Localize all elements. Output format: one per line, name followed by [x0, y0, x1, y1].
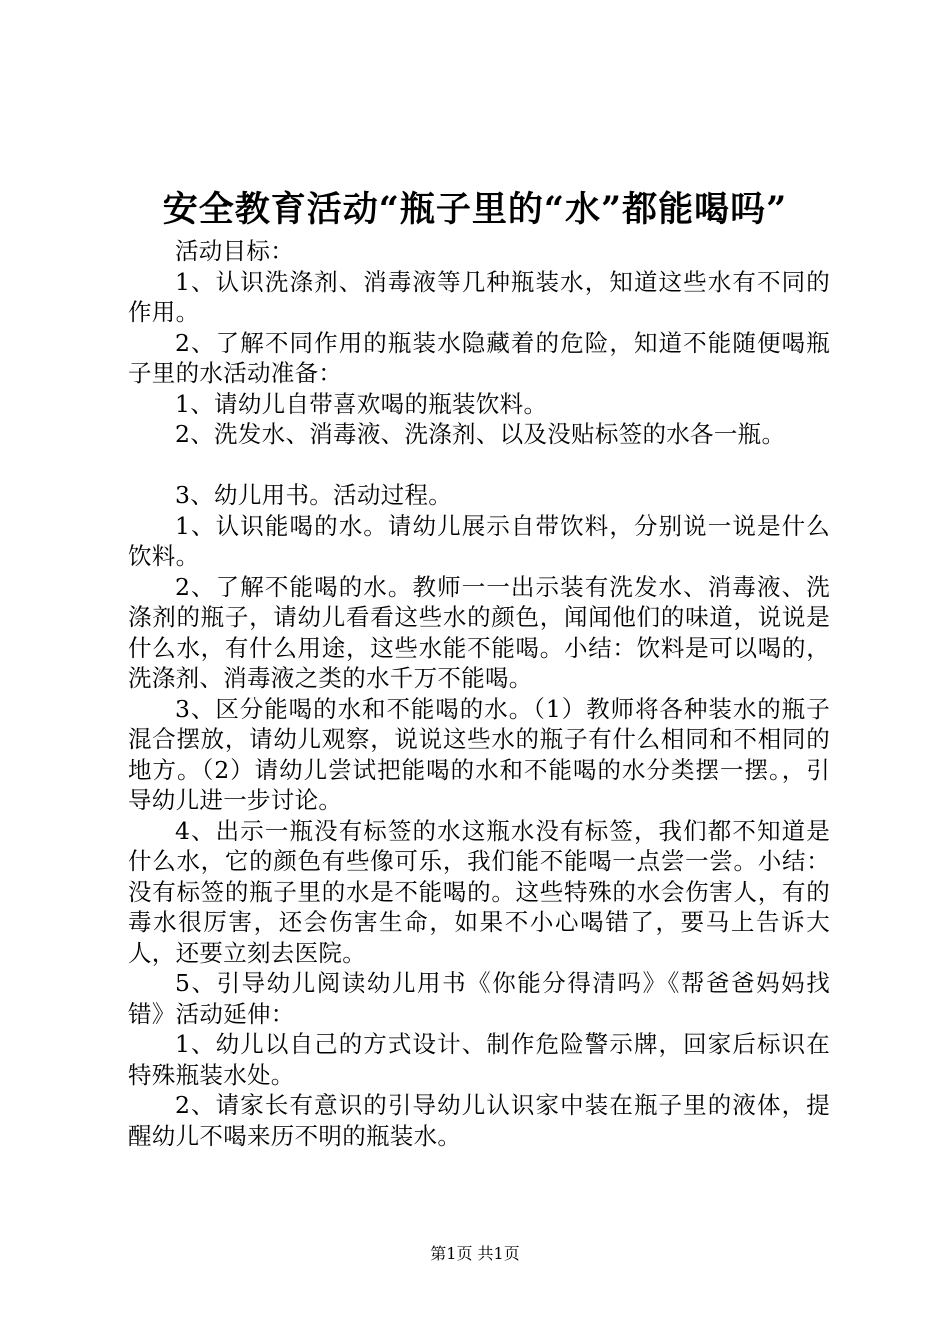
- blank-line: [128, 450, 830, 481]
- paragraph: 4、出示一瓶没有标签的水这瓶水没有标签，我们都不知道是什么水，它的颜色有些像可乐，我们能不能喝一点尝一尝。小结：没有标签的瓶子里的水是不能喝的。这些特殊的水会伤害人，有的毒水很厉害，还会伤害生命，如果不小心喝错了，要马上告诉大人，还要立刻去医院。: [128, 816, 830, 967]
- paragraph: 3、区分能喝的水和不能喝的水。（1）教师将各种装水的瓶子混合摆放，请幼儿观察，说说这些水的瓶子有什么相同和不相同的地方。（2）请幼儿尝试把能喝的水和不能喝的水分类摆一摆。，引导幼儿进一步讨论。: [128, 694, 830, 814]
- paragraph: 1、认识能喝的水。请幼儿展示自带饮料，分别说一说是什么饮料。: [128, 511, 830, 570]
- paragraph: 1、幼儿以自己的方式设计、制作危险警示牌，回家后标识在特殊瓶装水处。: [128, 1030, 830, 1089]
- paragraph: 2、请家长有意识的引导幼儿认识家中装在瓶子里的液体，提醒幼儿不喝来历不明的瓶装水。: [128, 1091, 830, 1150]
- paragraph: 2、了解不能喝的水。教师一一出示装有洗发水、消毒液、洗涤剂的瓶子，请幼儿看看这些水的颜色，闻闻他们的味道，说说是什么水，有什么用途，这些水能不能喝。小结：饮料是可以喝的，洗涤剂、消毒液之类的水千万不能喝。: [128, 572, 830, 692]
- paragraph: 2、了解不同作用的瓶装水隐藏着的危险，知道不能随便喝瓶子里的水活动准备：: [128, 328, 830, 387]
- paragraph: 3、幼儿用书。活动过程。: [175, 481, 453, 509]
- paragraph: 1、认识洗涤剂、消毒液等几种瓶装水，知道这些水有不同的作用。: [128, 267, 830, 326]
- paragraph: 2、洗发水、消毒液、洗涤剂、以及没贴标签的水各一瓶。: [175, 420, 786, 448]
- paragraph: 活动目标：: [175, 237, 294, 265]
- paragraph: 5、引导幼儿阅读幼儿用书《你能分得清吗》《帮爸爸妈妈找错》活动延伸：: [128, 969, 830, 1028]
- page-footer: 第1页 共1页: [430, 1244, 520, 1263]
- document-title: 安全教育活动“瓶子里的“水”都能喝吗”: [162, 189, 788, 230]
- paragraph: 1、请幼儿自带喜欢喝的瓶装饮料。: [175, 389, 548, 418]
- document-body: [128, 236, 830, 1151]
